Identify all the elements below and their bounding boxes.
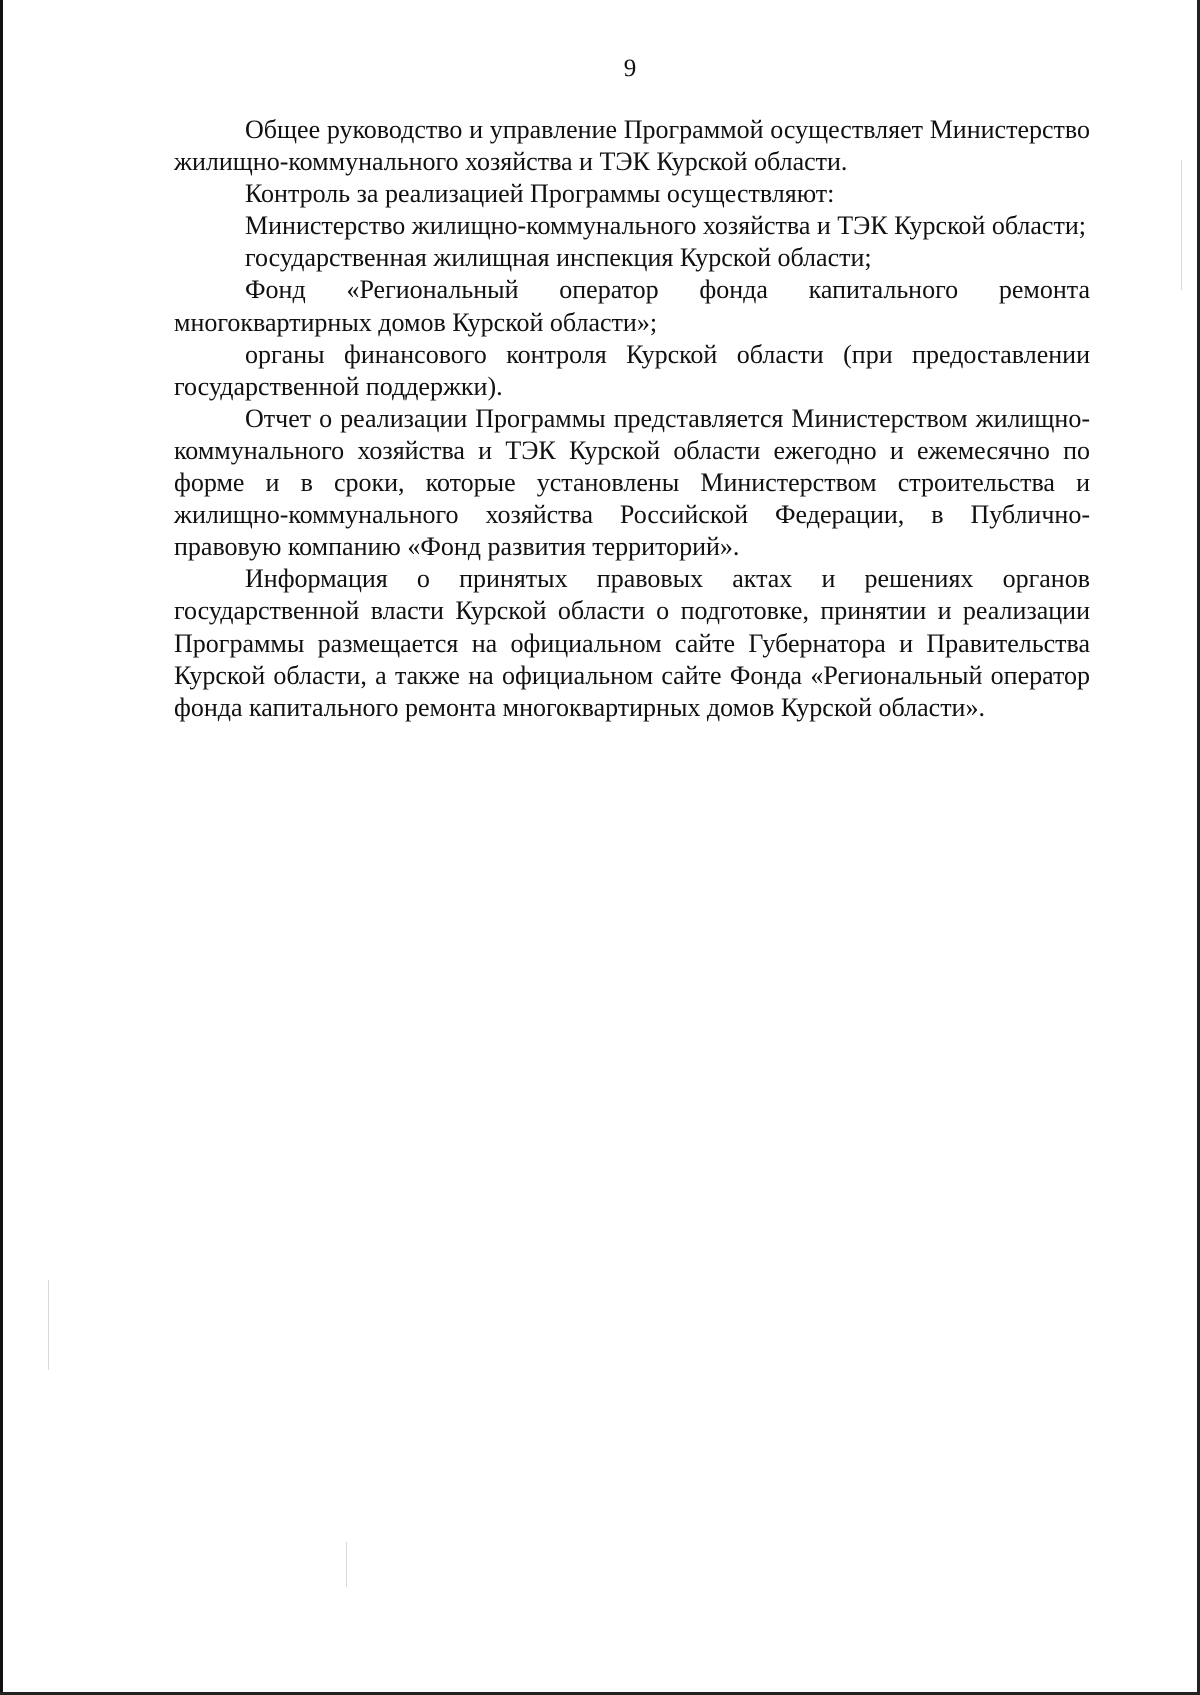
paragraph-control-inspection: государственная жилищная инспекция Курской области; <box>245 243 872 273</box>
scan-artifact <box>346 1542 347 1587</box>
paragraph-control-ministry: Министерство жилищно-коммунального хозяйства и ТЭК Курской области; <box>245 211 1086 241</box>
scan-artifact <box>1181 160 1182 290</box>
page-number: 9 <box>623 55 637 82</box>
scan-artifact <box>48 1280 49 1370</box>
document-body <box>174 114 1090 724</box>
paragraph-report: Отчет о реализации Программы представляется Министерством жилищно-коммунального хозяйства и ТЭК Курской области ежегодно и ежемесячно по форме и в сроки, которые установлены Министерством строительства и жилищно-коммунального хозяйства Российской Федерации, в Публично-правовую компанию «Фонд развития территорий». <box>174 403 1090 562</box>
paragraph-control-intro: Контроль за реализацией Программы осуществляют: <box>245 179 835 209</box>
paragraph-information: Информация о принятых правовых актах и решениях органов государственной власти Курской области о подготовке, принятии и реализации Программы размещается на официальном сайте Губернатора и Правительства Курской области, а также на официальном сайте Фонда «Региональный оператор фонда капитального ремонта многоквартирных домов Курской области». <box>174 564 1090 722</box>
paragraph-control-finance: органы финансового контроля Курской области (при предоставлении государственной поддержки). <box>174 339 1090 401</box>
scan-border-left <box>0 0 3 1695</box>
paragraph-control-fund: Фонд «Региональный оператор фонда капитального ремонта многоквартирных домов Курской области»; <box>174 275 1090 337</box>
paragraph-management: Общее руководство и управление Программой осуществляет Министерство жилищно-коммунального хозяйства и ТЭК Курской области. <box>174 115 1090 177</box>
